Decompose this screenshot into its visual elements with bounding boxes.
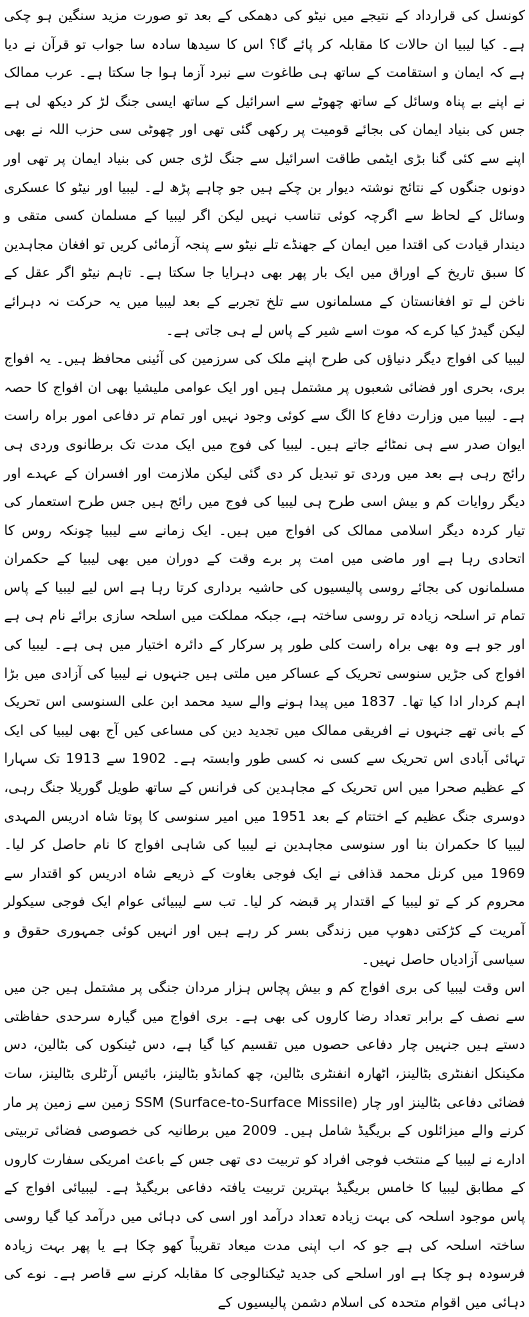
article-paragraph-1: کونسل کی قرارداد کے نتیجے میں نیٹو کی دھمکی کے بعد تو صورت مزید سنگین ہو چکی ہے۔ کیا لیبیا ان حالات کا مقابلہ کر پائے گا؟ اس کا سیدھا سادہ سا جواب تو قرآن نے دیا ہے کہ ایمان و استقامت کے ساتھ ہی طاغوت سے نبرد آزما ہوا جا سکتا ہے۔ عرب ممالک نے اپنے بے پناہ وسائل کے ساتھ چھوٹے سے اسرائیل کے ساتھ ایسی جنگ لڑ کر دیکھ لی ہے جس کی بنیاد ایمان کی بجائے قومیت پر رکھی گئی تھی اور چھوٹی سی حزب اللہ نے بھی اپنے سے کئی گنا بڑی ایٹمی طاقت اسرائیل سے جنگ لڑی جس کی بنیاد ایمان پر تھی اور دونوں جنگوں کے نتائج نوشتہ دیوار بن چکے ہیں جو چاہے پڑھ لے۔ لیبیا اور نیٹو کا عسکری وسائل کے لحاظ سے اگرچہ کوئی تناسب نہیں لیکن اگر لیبیا کے مسلمان کسی متقی و دیندار قیادت کی اقتدا میں ایمان کے جھنڈے تلے نیٹو سے پنجہ آزمائی کریں تو افغان مجاہدین کا سبق تاریخ کے اوراق میں ایک بار پھر بھی دہرایا جا سکتا ہے۔ تاہم نیٹو اگر عقل کے ناخن لے تو افغانستان کے مسلمانوں سے تلخ تجربے کے بعد لیبیا میں یہ حرکت نہ دہرائے لیکن گیدڑ کیا کرے کہ موت اسے شیر کے پاس لے ہی جاتی ہے۔ xyxy=(4,8,525,339)
article-paragraph-3: اس وقت لیبیا کی بری افواج کم و بیش پچاس ہزار مردان جنگی پر مشتمل ہیں جن میں سے نصف کے برابر تعداد رضا کاروں کی بھی ہے۔ بری افواج میں گیارہ سرحدی حفاظتی دستے ہیں جنہیں چار دفاعی حصوں میں تقسیم کیا گیا ہے، دس ٹینکوں کی بٹالین، دس مکینکل انفنٹری بٹالینز، اٹھارہ انفنٹری بٹالین، چھ کمانڈو بٹالینز، بائیس آرٹلری بٹالینز، سات فضائی دفاعی بٹالینز اور چار SSM (Surface-to-Surface Missile) زمین سے زمین پر مار کرنے والے میزائلوں کے بریگیڈ شامل ہیں۔ 2009 میں برطانیہ کی خصوصی فضائی تربیتی ادارے نے لیبیا کے منتخب فوجی افراد کو تربیت دی تھی جس کے باعث امریکی سفارت کاروں کے مطابق لیبیا کا خامس بریگیڈ بہترین تربیت یافتہ دفاعی بریگیڈ ہے۔ لیبیائی افواج کے پاس موجود اسلحہ کی بہت زیادہ تعداد درآمد اور اسی کی دہائی میں درآمد کیا گیا روسی ساختہ اسلحہ کی ہے جو کہ اب اپنی مدت میعاد تقریباً کھو چکا ہے یا پھر بہت زیادہ فرسودہ ہو چکا ہے اور اسلحے کی جدید ٹیکنالوجی کا مقابلہ کرنے سے قاصر ہے۔ نوے کی دہائی میں اقوام متحدہ کی اسلام دشمن پالیسیوں کے xyxy=(4,980,526,1311)
article-paragraph-2: لیبیا کی افواج دیگر دنیاؤں کی طرح اپنے ملک کی سرزمین کی آئینی محافظ ہیں۔ یہ افواج بری، بحری اور فضائی شعبوں پر مشتمل ہیں اور ایک عوامی ملیشیا بھی ان افواج کا حصہ ہے۔ لیبیا میں وزارت دفاع کا الگ سے کوئی وجود نہیں اور تمام تر دفاعی امور براہ راست ایوان صدر سے ہی نمٹائے جاتے ہیں۔ لیبیا کی فوج میں ایک مدت تک برطانوی وردی ہی رائج رہی ہے بعد میں وردی تو تبدیل کر دی گئی لیکن ملازمت اور افسران کے عہدے اور دیگر روایات کم و بیش اسی طرح ہی لیبیا کی فوج میں رائج ہیں جس طرح استعمار کی تیار کردہ دیگر اسلامی ممالک کی افواج میں ہیں۔ ایک زمانے سے لیبیا چونکہ روس کا اتحادی رہا ہے اور ماضی میں امت پر برے وقت کے دوران میں بھی لیبیا کے حکمران مسلمانوں کی بجائے روسی پالیسیوں کی حاشیہ برداری کرتا رہا ہے اس لیے لیبیا کے پاس تمام تر اسلحہ زیادہ تر روسی ساختہ ہے، جبکہ مملکت میں اسلحہ سازی برائے نام ہی ہے اور جو ہے وہ بھی براہ راست کلی طور پر سرکار کے دائرہ اختیار میں ہی ہے۔ لیبیا کی افواج کی جڑیں سنوسی تحریک کے عساکر میں ملتی ہیں جنہوں نے لیبیا کی آزادی میں بڑا اہم کردار ادا کیا تھا۔ 1837 میں پیدا ہونے والے سید محمد ابن علی السنوسی اس تحریک کے بانی تھے جنہوں نے افریقی ممالک میں تجدید دین کی مساعی کیں آج بھی لیبیا کی ایک تہائی آبادی اس تحریک سے کسی نہ کسی طور وابستہ ہے۔ 1902 سے 1913 تک سہارا کے عظیم صحرا میں اس تحریک کے مجاہدین کی فرانس کے ساتھ طویل گوریلا جنگ رہی، دوسری جنگ عظیم کے اختتام کے بعد 1951 میں امیر سنوسی کا پوتا شاہ ادریس المہدی لیبیا کا حکمران بنا اور سنوسی مجاہدین نے لیبیا کی شاہی افواج کا نام حاصل کر لیا۔ 1969 میں کرنل محمد قذافی نے ایک فوجی بغاوت کے ذریعے شاہ ادریس کو اقتدار سے محروم کر کے تو لیبیا کے اقتدار پر قبضہ کر لیا۔ تب سے لیبیائی عوام ایک فوجی سیکولر آمریت کے کڑکتی دھوپ میں زندگی بسر کر رہے ہیں اور انہیں کوئی جمہوری حقوق و سیاسی آزادیاں حاصل نہیں۔ xyxy=(4,351,526,968)
